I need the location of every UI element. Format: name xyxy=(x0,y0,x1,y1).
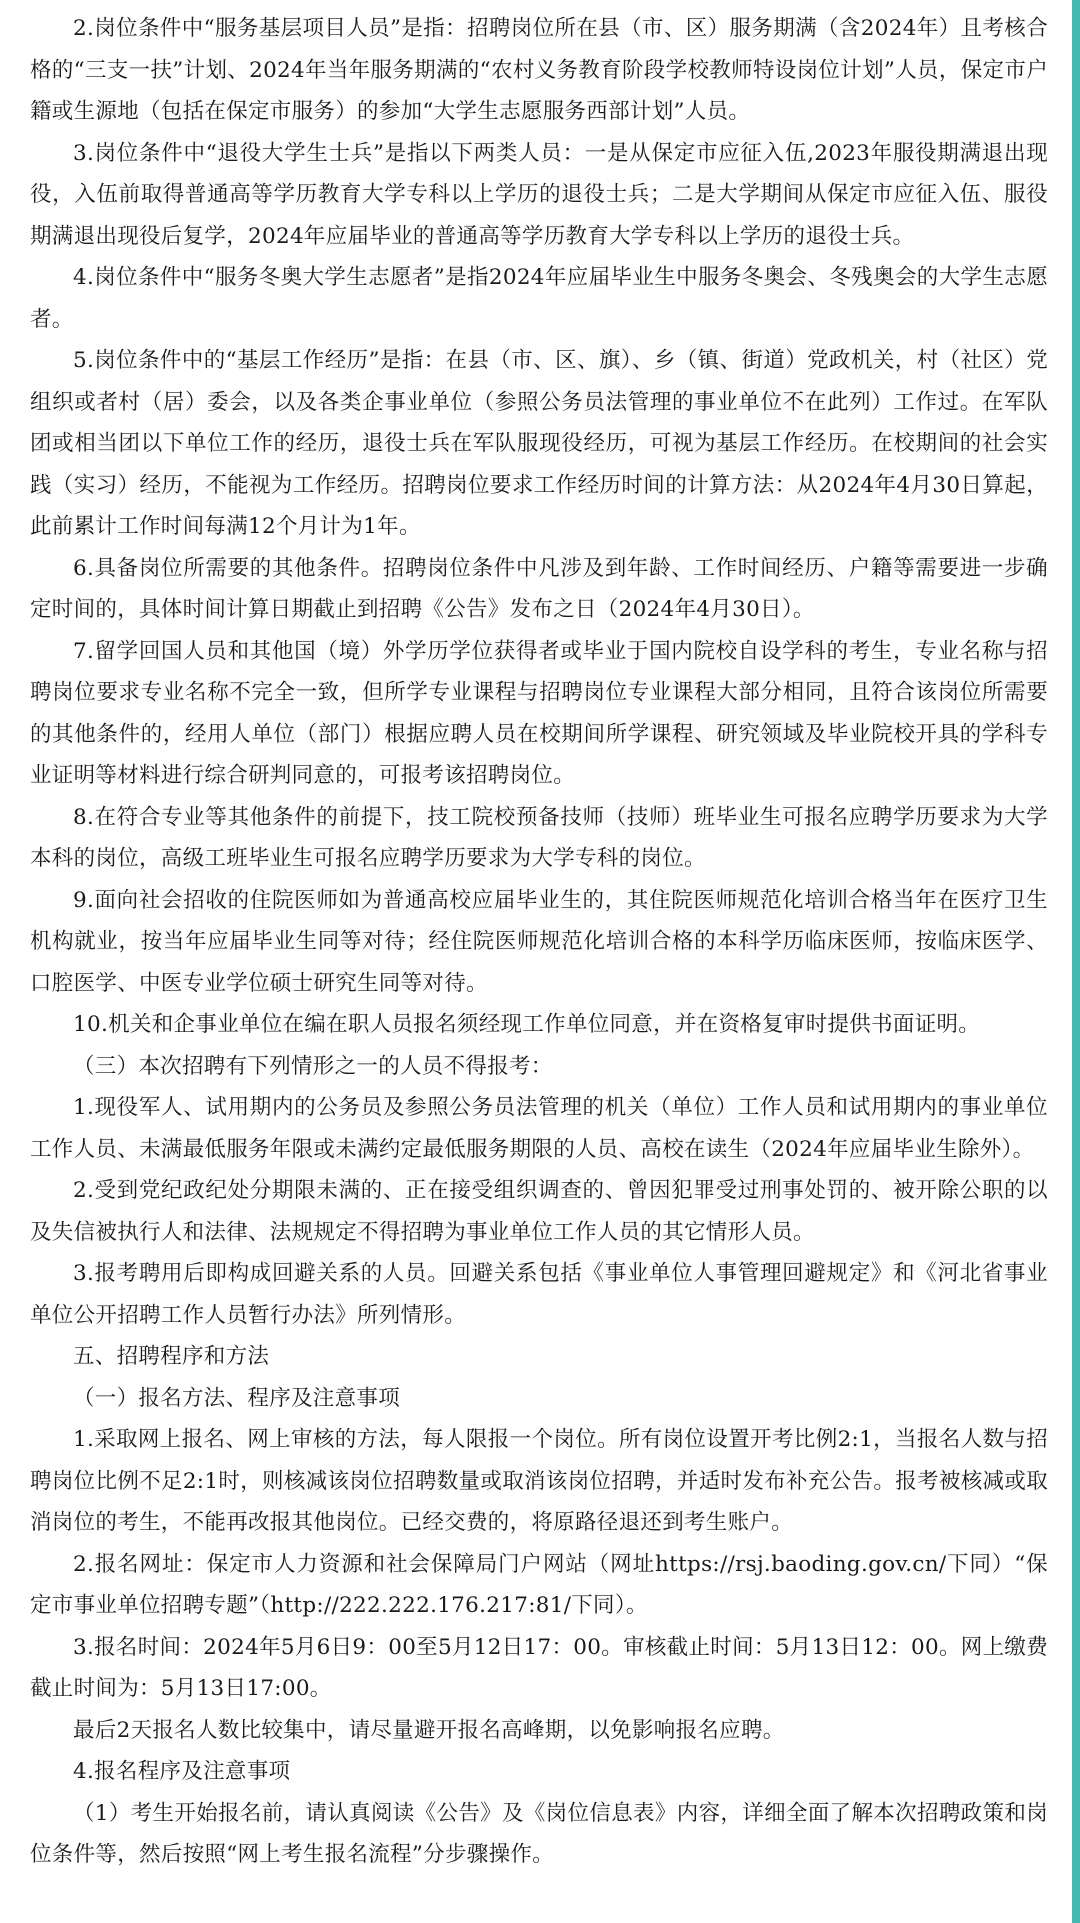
paragraph-7-overseas-degrees: 7.留学回国人员和其他国（境）外学历学位获得者或毕业于国内院校自设学科的考生，专业名称与招聘岗位要求专业名称不完全一致，但所学专业课程与招聘岗位专业课程大部分相同，且符合该岗位所需要的其他条件的，经用人单位（部门）根据应聘人员在校期间所学课程、研究领域及毕业院校开具的学科专业证明等材料进行综合研判同意的，可报考该招聘岗位。 xyxy=(30,638,1048,788)
section-heading-registration: （一）报名方法、程序及注意事项 xyxy=(73,1385,401,1411)
section-heading-3-ineligible: （三）本次招聘有下列情形之一的人员不得报考： xyxy=(73,1053,553,1079)
paragraph-9-resident-physicians: 9.面向社会招收的住院医师如为普通高校应届毕业生的，其住院医师规范化培训合格当年在医疗卫生机构就业，按当年应届毕业生同等对待；经住院医师规范化培训合格的本科学历临床医师，按临床医学、口腔医学、中医专业学位硕士研究生同等对待。 xyxy=(30,887,1048,996)
paragraph-registration-3-time: 3.报名时间：2024年5月6日9：00至5月12日17：00。审核截止时间：5月13日12：00。网上缴费截止时间为：5月13日17:00。 xyxy=(30,1634,1048,1701)
paragraph-6-other-conditions: 6.具备岗位所需要的其他条件。招聘岗位条件中凡涉及到年龄、工作时间经历、户籍等需要进一步确定时间的，具体时间计算日期截止到招聘《公告》发布之日（2024年4月30日）。 xyxy=(30,555,1048,622)
paragraph-8-technical-schools: 8.在符合专业等其他条件的前提下，技工院校预备技师（技师）班毕业生可报名应聘学历要求为大学本科的岗位，高级工班毕业生可报名应聘学历要求为大学专科的岗位。 xyxy=(30,804,1048,871)
paragraph-registration-step-1: （1）考生开始报名前，请认真阅读《公告》及《岗位信息表》内容，详细全面了解本次招聘政策和岗位条件等，然后按照“网上考生报名流程”分步骤操作。 xyxy=(30,1800,1048,1867)
section-heading-registration-steps: 4.报名程序及注意事项 xyxy=(73,1759,291,1784)
paragraph-ineligible-2: 2.受到党纪政纪处分期限未满的、正在接受组织调查的、曾因犯罪受过刑事处罚的、被开除公职的以及失信被执行人和法律、法规规定不得招聘为事业单位工作人员的其它情形人员。 xyxy=(30,1178,1048,1245)
paragraph-ineligible-3: 3.报考聘用后即构成回避关系的人员。回避关系包括《事业单位人事管理回避规定》和《河北省事业单位公开招聘工作人员暂行办法》所列情形。 xyxy=(30,1261,1048,1328)
paragraph-registration-peak-note: 最后2天报名人数比较集中，请尽量避开报名高峰期，以免影响报名应聘。 xyxy=(73,1717,785,1743)
paragraph-4-winter-olympics-volunteers: 4.岗位条件中“服务冬奥大学生志愿者”是指2024年应届毕业生中服务冬奥会、冬残奥会的大学生志愿者。 xyxy=(30,265,1048,332)
section-heading-5-procedures: 五、招聘程序和方法 xyxy=(73,1344,270,1369)
paragraph-5-grassroots-experience: 5.岗位条件中的“基层工作经历”是指：在县（市、区、旗）、乡（镇、街道）党政机关，村（社区）党组织或者村（居）委会，以及各类企事业单位（参照公务员法管理的事业单位不在此列）工作过。在军队团或相当团以下单位工作的经历，退役士兵在军队服现役经历，可视为基层工作经历。在校期间的社会实践（实习）经历，不能视为工作经历。招聘岗位要求工作经历时间的计算方法：从2024年4月30日算起，此前累计工作时间每满12个月计为1年。 xyxy=(30,348,1048,539)
paragraph-registration-1: 1.采取网上报名、网上审核的方法，每人限报一个岗位。所有岗位设置开考比例2:1，当报名人数与招聘岗位比例不足2:1时，则核减该岗位招聘数量或取消该岗位招聘，并适时发布补充公告。报考被核减或取消岗位的考生，不能再改报其他岗位。已经交费的，将原路径退还到考生账户。 xyxy=(30,1427,1048,1535)
paragraph-ineligible-1: 1.现役军人、试用期内的公务员及参照公务员法管理的机关（单位）工作人员和试用期内的事业单位工作人员、未满最低服务年限或未满约定最低服务期限的人员、高校在读生（2024年应届毕业生除外）。 xyxy=(30,1095,1048,1162)
paragraph-registration-2-website: 2.报名网址：保定市人力资源和社会保障局门户网站（网址https://rsj.baoding.gov.cn/下同）“保定市事业单位招聘专题”（http://222.222.176.217:81/下同）。 xyxy=(30,1551,1048,1618)
paragraph-2-service-grassroots: 2.岗位条件中“服务基层项目人员”是指：招聘岗位所在县（市、区）服务期满（含2024年）且考核合格的“三支一扶”计划、2024年当年服务期满的“农村义务教育阶段学校教师特设岗位计划”人员，保定市户籍或生源地（包括在保定市服务）的参加“大学生志愿服务西部计划”人员。 xyxy=(30,16,1048,124)
paragraph-3-veteran-students: 3.岗位条件中“退役大学生士兵”是指以下两类人员：一是从保定市应征入伍,2023年服役期满退出现役，入伍前取得普通高等学历教育大学专科以上学历的退役士兵；二是大学期间从保定市应征入伍、服役期满退出现役后复学，2024年应届毕业的普通高等学历教育大学专科以上学历的退役士兵。 xyxy=(30,140,1048,249)
paragraph-10-employed-staff: 10.机关和企事业单位在编在职人员报名须经现工作单位同意，并在资格复审时提供书面证明。 xyxy=(73,1012,981,1037)
